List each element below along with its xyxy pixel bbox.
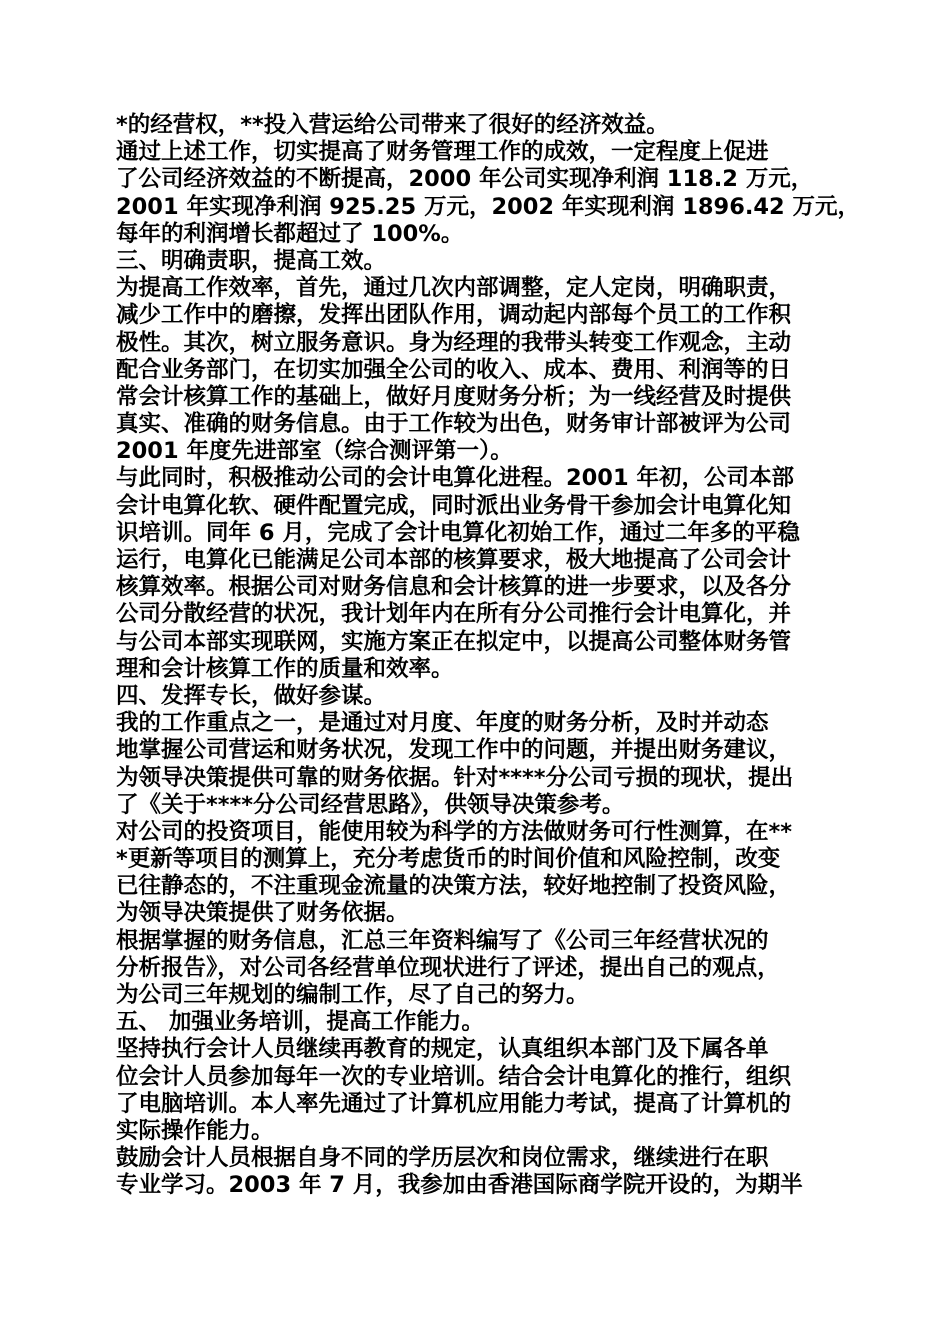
text-line: 为提高工作效率，首先，通过几次内部调整，定人定岗，明确职责， [116, 275, 792, 302]
text-line: 与此同时，积极推动公司的会计电算化进程。2001 年初，公司本部 [116, 465, 794, 492]
text-line: 公司分散经营的状况，我计划年内在所有分公司推行会计电算化，并 [116, 601, 792, 628]
text-line: 四、发挥专长，做好参谋。 [116, 682, 387, 709]
text-line: 配合业务部门，在切实加强全公司的收入、成本、费用、利润等的日 [116, 356, 792, 383]
text-line: *的经营权，**投入营运给公司带来了很好的经济效益。 [116, 112, 669, 138]
text-line: 根据掌握的财务信息，汇总三年资料编写了《公司三年经营状况的 [116, 927, 769, 954]
text-line: 鼓励会计人员根据自身不同的学历层次和岗位需求，继续进行在职 [116, 1145, 769, 1172]
text-line: 三、明确责职，提高工效。 [116, 247, 387, 274]
text-line: 运行，电算化已能满足公司本部的核算要求，极大地提高了公司会计 [116, 547, 792, 573]
text-line: 真实、准确的财务信息。由于工作较为出色，财务审计部被评为公司 [116, 411, 792, 438]
text-line: 减少工作中的磨擦，发挥出团队作用，调动起内部每个员工的工作积 [116, 302, 792, 329]
text-line: 通过上述工作，切实提高了财务管理工作的成效，一定程度上促进 [116, 139, 769, 166]
text-line: 我的工作重点之一，是通过对月度、年度的财务分析，及时并动态 [116, 710, 769, 737]
text-line: 为公司三年规划的编制工作，尽了自己的努力。 [116, 982, 589, 1008]
text-line: 与公司本部实现联网，实施方案正在拟定中，以提高公司整体财务管 [116, 628, 792, 655]
text-line: 核算效率。根据公司对财务信息和会计核算的进一步要求，以及各分 [116, 574, 792, 601]
text-line: *更新等项目的测算上，充分考虑货币的时间价值和风险控制，改变 [116, 846, 781, 873]
text-line: 识培训。同年 6 月，完成了会计电算化初始工作，通过二年多的平稳 [116, 519, 800, 546]
text-line: 对公司的投资项目，能使用较为科学的方法做财务可行性测算，在** [116, 818, 793, 845]
text-line: 极性。其次，树立服务意识。身为经理的我带头转变工作观念，主动 [116, 329, 792, 356]
text-line: 2001 年度先进部室（综合测评第一）。 [116, 438, 513, 465]
text-line: 会计电算化软、硬件配置完成，同时派出业务骨干参加会计电算化知 [116, 492, 792, 519]
text-line: 2001 年实现净利润 925.25 万元，2002 年实现利润 1896.42 万元， [116, 193, 861, 220]
text-line: 分析报告》，对公司各经营单位现状进行了评述，提出自己的观点， [116, 954, 780, 981]
text-line: 专业学习。2003 年 7 月，我参加由香港国际商学院开设的，为期半 [116, 1172, 803, 1199]
text-line: 了电脑培训。本人率先通过了计算机应用能力考试，提高了计算机的 [116, 1090, 792, 1117]
text-line: 五、 加强业务培训，提高工作能力。 [116, 1009, 484, 1036]
text-line: 每年的利润增长都超过了 100%。 [116, 220, 464, 247]
text-line: 位会计人员参加每年一次的专业培训。结合会计电算化的推行，组织 [116, 1063, 792, 1090]
text-line: 坚持执行会计人员继续再教育的规定，认真组织本部门及下属各单 [116, 1036, 769, 1063]
text-line: 了公司经济效益的不断提高，2000 年公司实现净利润 118.2 万元， [116, 166, 814, 193]
text-line: 为领导决策提供可靠的财务依据。针对****分公司亏损的现状，提出 [116, 764, 794, 791]
text-line: 实际操作能力。 [116, 1117, 274, 1144]
text-line: 常会计核算工作的基础上，做好月度财务分析；为一线经营及时提供 [116, 383, 792, 410]
text-line: 理和会计核算工作的质量和效率。 [116, 655, 454, 682]
text-line: 了《关于****分公司经营思路》，供领导决策参考。 [116, 791, 625, 818]
text-line: 地掌握公司营运和财务状况，发现工作中的问题，并提出财务建议， [116, 737, 792, 764]
text-line: 已往静态的，不注重现金流量的决策方法，较好地控制了投资风险， [116, 873, 792, 900]
text-line: 为领导决策提供了财务依据。 [116, 900, 409, 927]
document-body [116, 112, 861, 1200]
